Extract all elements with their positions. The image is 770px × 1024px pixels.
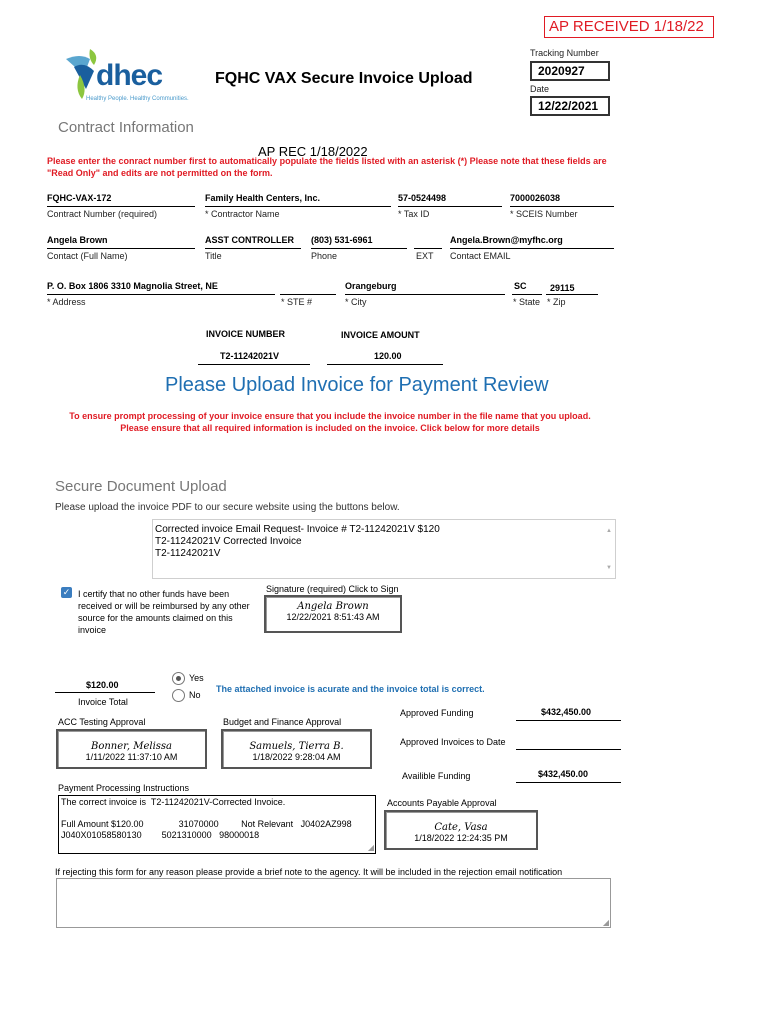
- upload-note-line1: To ensure prompt processing of your invoice ensure that you include the invoice number in the file name that you upload.: [69, 411, 591, 421]
- checkmark-icon: ✓: [62, 587, 71, 597]
- page-title: FQHC VAX Secure Invoice Upload: [215, 70, 473, 87]
- upload-note-line2: Please ensure that all required information is included on the invoice. Click below for more details: [120, 423, 540, 433]
- contract-number-value[interactable]: FQHC-VAX-172: [47, 193, 112, 203]
- dhec-logo: [60, 45, 196, 107]
- contract-section-title: Contract Information: [58, 119, 194, 136]
- resize-grip-icon[interactable]: ◢: [602, 918, 609, 927]
- date-field[interactable]: 12/22/2021: [530, 96, 610, 116]
- email-label: Contact EMAIL: [450, 251, 511, 261]
- processing-instructions-field[interactable]: [58, 795, 376, 854]
- signature-label: Signature (required) Click to Sign: [266, 584, 399, 594]
- acc-date: 1/11/2022 11:37:10 AM: [85, 752, 178, 762]
- logo-wordmark: dhec: [96, 59, 163, 92]
- address-label: * Address: [47, 297, 86, 307]
- contractor-name-value: Family Health Centers, Inc.: [205, 193, 321, 203]
- scroll-down-icon[interactable]: ▼: [606, 565, 612, 571]
- ap-approval-label: Accounts Payable Approval: [387, 798, 497, 808]
- contact-name-value[interactable]: Angela Brown: [47, 235, 108, 245]
- email-value[interactable]: Angela.Brown@myfhc.org: [450, 235, 563, 245]
- city-label: * City: [345, 297, 367, 307]
- accuracy-statement: The attached invoice is acurate and the invoice total is correct.: [216, 684, 485, 694]
- ext-label: EXT: [416, 251, 434, 261]
- zip-label: * Zip: [547, 297, 566, 307]
- title-value[interactable]: ASST CONTROLLER: [205, 235, 294, 245]
- approved-funding-value[interactable]: $432,450.00: [541, 707, 592, 717]
- state-value: SC: [514, 281, 527, 291]
- phone-label: Phone: [311, 251, 338, 261]
- ap-date: 1/18/2022 12:24:35 PM: [414, 833, 508, 843]
- received-stamp: AP RECEIVED 1/18/22: [544, 16, 714, 38]
- tracking-label: Tracking Number: [530, 48, 599, 58]
- autofill-notice: Please enter the conract number first to automatically populate the fields listed with an asterisk (*) Please note that these fields are "Read Only" and edits are not permitted on the form.: [47, 156, 607, 178]
- approved-invoices-field[interactable]: [516, 749, 621, 750]
- invoice-amount-value[interactable]: 120.00: [374, 351, 402, 361]
- approved-invoices-label: Approved Invoices to Date: [400, 737, 506, 747]
- acc-signer: Bonner, Melissa: [91, 741, 172, 752]
- yes-radio-label: Yes: [189, 673, 204, 683]
- processing-line-3: J040X01058580130 5021310000 98000018: [61, 830, 260, 840]
- uploaded-file-2[interactable]: T2-11242021V Corrected Invoice: [155, 536, 302, 547]
- uploaded-file-1[interactable]: Corrected invoice Email Request- Invoice # T2-11242021V $120: [155, 524, 440, 535]
- no-radio[interactable]: [172, 689, 185, 702]
- sceis-label: * SCEIS Number: [510, 209, 578, 219]
- invoice-number-label: INVOICE NUMBER: [206, 329, 286, 339]
- invoice-total-label: Invoice Total: [78, 697, 128, 707]
- ap-approval-signature[interactable]: [384, 810, 538, 850]
- address-value: P. O. Box 1806 3310 Magnolia Street, NE: [47, 281, 218, 291]
- upload-heading: Please Upload Invoice for Payment Review: [165, 374, 549, 396]
- secure-upload-title: Secure Document Upload: [55, 478, 227, 495]
- sceis-value: 7000026038: [510, 193, 561, 203]
- tracking-number-field[interactable]: 2020927: [530, 61, 610, 81]
- state-label: * State: [513, 297, 541, 307]
- contract-number-label: Contract Number (required): [47, 209, 158, 219]
- budget-approval-label: Budget and Finance Approval: [223, 717, 342, 727]
- acc-approval-signature[interactable]: [56, 729, 207, 769]
- title-label: Title: [205, 251, 222, 261]
- date-label: Date: [530, 84, 550, 94]
- ext-field[interactable]: [414, 248, 442, 249]
- ap-signer: Cate, Vasa: [434, 822, 488, 833]
- yes-radio[interactable]: [172, 672, 185, 685]
- ap-rec-note: AP REC 1/18/2022: [258, 144, 368, 159]
- scroll-up-icon[interactable]: ▲: [606, 528, 612, 534]
- certify-text: I certify that no other funds have been received or will be reimbursed by any other source for the amounts claimed on this invoice: [78, 589, 250, 635]
- processing-label: Payment Processing Instructions: [58, 783, 190, 793]
- applicant-signature-name: Angela Brown: [297, 601, 369, 612]
- logo-tagline: Healthy People. Healthy Communities.: [86, 96, 189, 102]
- invoice-total-value[interactable]: $120.00: [86, 680, 119, 690]
- certify-checkbox[interactable]: [61, 587, 72, 598]
- contact-name-label: Contact (Full Name): [47, 251, 128, 261]
- invoice-number-value[interactable]: T2-11242021V: [220, 351, 280, 361]
- reject-note-field[interactable]: [56, 878, 611, 928]
- ste-field: [280, 294, 336, 295]
- processing-line-1: The correct invoice is T2-11242021V-Corrected Invoice.: [61, 797, 286, 807]
- zip-value: 29115: [550, 283, 575, 293]
- budget-signer: Samuels, Tierra B.: [249, 741, 344, 752]
- no-radio-label: No: [189, 690, 201, 700]
- available-funding-value[interactable]: $432,450.00: [538, 769, 589, 779]
- approved-funding-label: Approved Funding: [400, 708, 474, 718]
- acc-approval-label: ACC Testing Approval: [58, 717, 146, 727]
- contractor-name-label: * Contractor Name: [205, 209, 280, 219]
- secure-upload-desc: Please upload the invoice PDF to our secure website using the buttons below.: [55, 502, 400, 513]
- phone-value[interactable]: (803) 531-6961: [311, 235, 373, 245]
- tax-id-value: 57-0524498: [398, 193, 447, 203]
- budget-date: 1/18/2022 9:28:04 AM: [252, 752, 341, 762]
- available-funding-label: Availible Funding: [402, 771, 471, 781]
- invoice-amount-label: INVOICE AMOUNT: [341, 330, 420, 340]
- applicant-signature-box[interactable]: [264, 595, 402, 633]
- reject-label: If rejecting this form for any reason please provide a brief note to the agency. It will be included in the rejection email notification: [55, 867, 563, 877]
- budget-approval-signature[interactable]: [221, 729, 372, 769]
- tax-id-label: * Tax ID: [398, 209, 430, 219]
- city-value: Orangeburg: [345, 281, 397, 291]
- uploaded-files-list[interactable]: [152, 519, 616, 579]
- uploaded-file-3[interactable]: T2-11242021V: [155, 548, 221, 559]
- processing-line-2: Full Amount $120.00 31070000 Not Relevant J0402AZ998: [61, 819, 352, 829]
- ste-label: * STE #: [281, 297, 313, 307]
- resize-grip-icon[interactable]: ◢: [367, 843, 374, 852]
- applicant-signature-date: 12/22/2021 8:51:43 AM: [286, 612, 380, 622]
